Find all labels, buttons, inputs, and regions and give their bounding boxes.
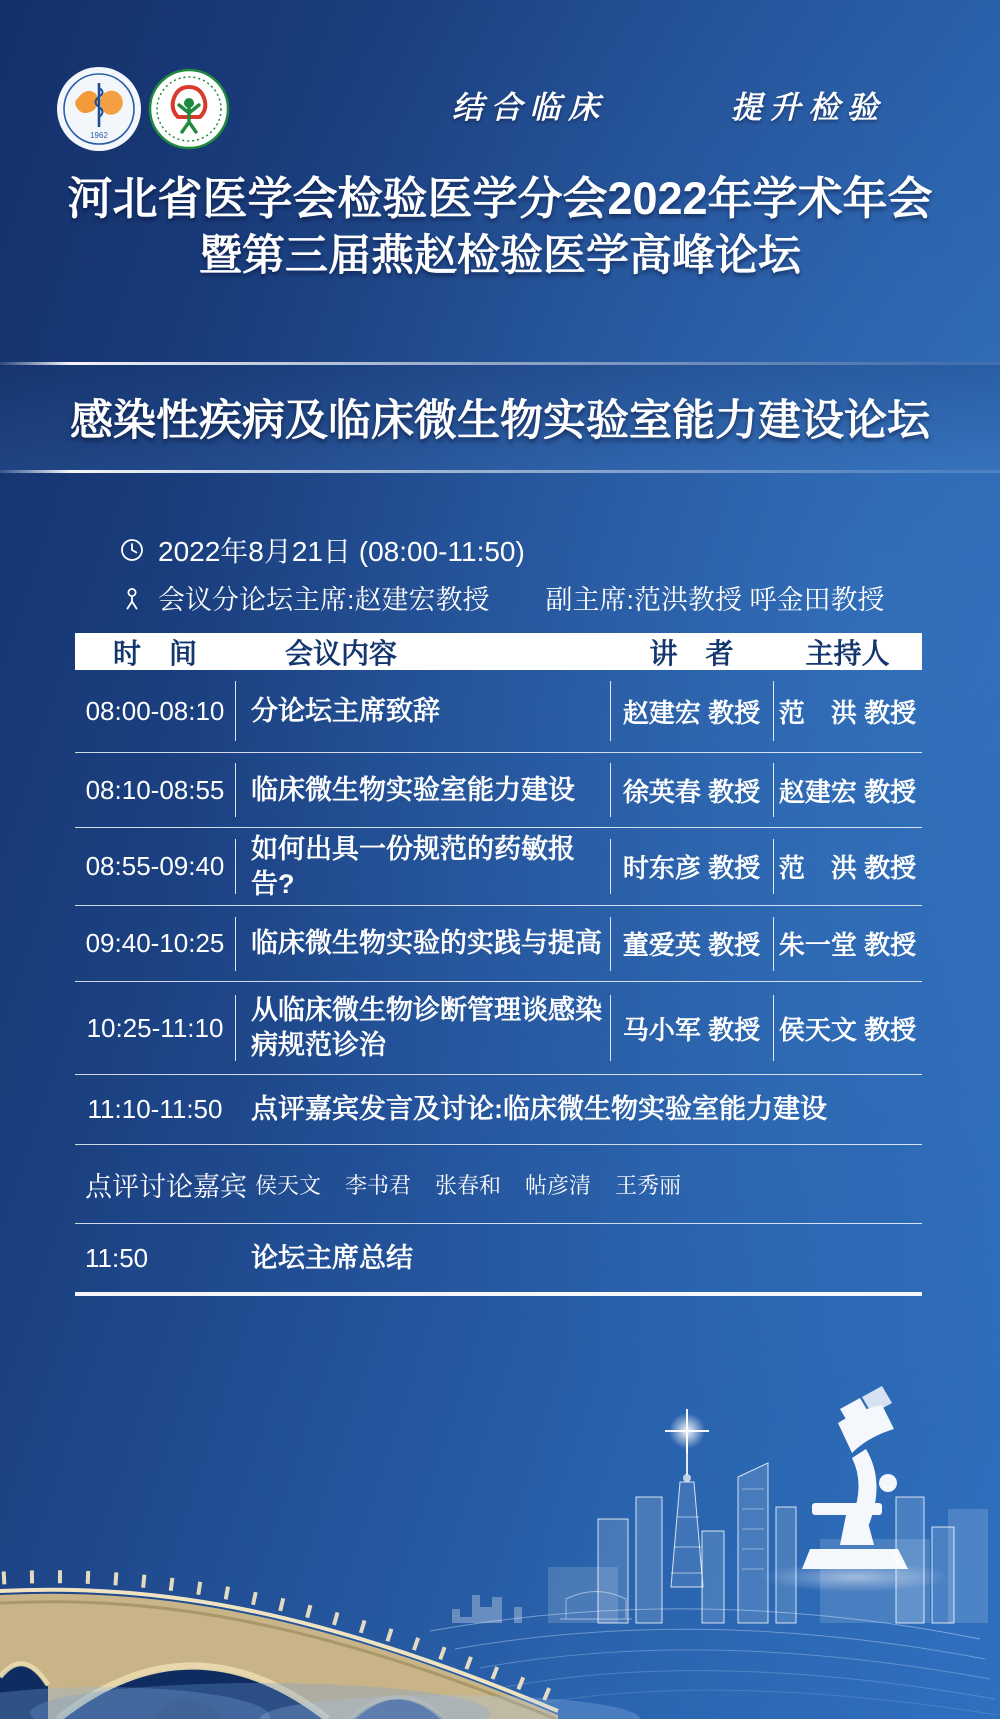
table-row	[75, 670, 922, 753]
session-topic: 点评嘉宾发言及讨论:临床微生物实验室能力建设	[251, 1094, 827, 1125]
table-row	[75, 828, 922, 906]
session-topic: 论坛主席总结	[251, 1242, 413, 1273]
column-divider	[610, 995, 611, 1061]
stone-bridge-illustration	[0, 1577, 640, 1719]
session-time: 09:40-10:25	[85, 928, 225, 958]
session-host: 范 洪 教授	[778, 697, 917, 728]
table-row	[75, 753, 922, 828]
main-title-line1: 河北省医学会检验医学分会2022年学术年会	[67, 173, 933, 224]
session-time: 10:25-11:10	[86, 1012, 224, 1043]
hospital-logo-icon	[148, 68, 230, 150]
session-host: 朱一堂 教授	[778, 930, 917, 960]
clock-icon	[120, 538, 144, 562]
bottom-decoration	[0, 1379, 1000, 1719]
session-speaker: 董爱英 教授	[622, 930, 761, 960]
guest-name: 李书君	[345, 1172, 412, 1198]
session-host: 范 洪 教授	[778, 853, 917, 883]
guest-name: 侯天文	[255, 1172, 322, 1198]
column-divider	[235, 681, 236, 740]
session-speaker: 马小军 教授	[622, 1014, 761, 1045]
forum-title: 感染性疾病及临床微生物实验室能力建设论坛	[70, 397, 930, 445]
guest-name: 张春和	[435, 1172, 502, 1198]
header-speaker: 讲 者	[649, 637, 734, 669]
session-time: 08:10-08:55	[85, 774, 225, 805]
banner-top-line	[0, 362, 1000, 365]
person-icon	[120, 586, 144, 610]
column-divider	[773, 681, 774, 740]
column-divider	[235, 839, 236, 894]
slogan-right: 提 升 检 验	[730, 90, 878, 125]
slogan-left: 结 合 临 床	[452, 90, 600, 125]
session-speaker: 时东彦 教授	[622, 853, 761, 883]
session-host: 赵建宏 教授	[778, 776, 917, 807]
discussion-row	[75, 1075, 922, 1145]
summary-row	[75, 1224, 922, 1296]
column-divider	[235, 995, 236, 1061]
main-title-line2: 暨第三届燕赵检验医学高峰论坛	[199, 232, 801, 280]
forum-banner	[0, 362, 1000, 473]
session-speaker: 徐英春 教授	[622, 776, 761, 807]
session-topic: 临床微生物实验的实践与提高	[251, 928, 602, 959]
session-topic: 如何出具一份规范的药敏报告?	[251, 833, 575, 899]
session-host: 侯天文 教授	[778, 1014, 917, 1045]
session-speaker: 赵建宏 教授	[622, 697, 761, 728]
hebei-medical-association-logo-icon	[56, 66, 142, 152]
schedule-header-row	[75, 633, 922, 670]
column-divider	[235, 917, 236, 971]
pedestal-glow	[760, 1562, 950, 1592]
guest-name-list	[255, 1169, 681, 1200]
session-topic: 分论坛主席致辞	[251, 695, 440, 726]
column-divider	[610, 917, 611, 971]
session-time: 11:10-11:50	[87, 1094, 223, 1124]
column-divider	[773, 917, 774, 971]
guest-name: 帖彦清	[525, 1172, 592, 1198]
session-topic: 临床微生物实验室能力建设	[251, 774, 575, 805]
schedule-table	[75, 633, 922, 1296]
session-time: 08:00-08:10	[85, 695, 225, 726]
column-divider	[773, 763, 774, 816]
column-divider	[773, 839, 774, 894]
date-text: 2022年8月21日 (08:00-11:50)	[158, 536, 525, 567]
session-topic: 从临床微生物诊断管理谈感染病规范诊治	[251, 995, 602, 1060]
chairs-row	[120, 578, 885, 617]
session-time: 08:55-09:40	[85, 851, 225, 881]
date-row	[120, 530, 525, 570]
guests-label: 点评讨论嘉宾	[85, 1171, 247, 1202]
logo-year-text: 1962	[90, 131, 108, 140]
column-divider	[773, 995, 774, 1061]
session-time: 11:50	[85, 1242, 149, 1273]
guest-name: 王秀丽	[615, 1172, 682, 1198]
chairs-main: 会议分论坛主席:赵建宏教授	[158, 585, 490, 615]
header-topic: 会议内容	[285, 637, 398, 669]
header-host: 主持人	[805, 637, 890, 669]
chairs-vice: 副主席:范洪教授 呼金田教授	[545, 585, 885, 615]
slogan	[452, 82, 878, 127]
banner-bottom-line	[0, 470, 1000, 473]
column-divider	[610, 839, 611, 894]
guests-row	[75, 1145, 922, 1224]
header-time: 时 间	[112, 637, 197, 669]
table-row	[75, 982, 922, 1075]
table-row	[75, 906, 922, 982]
column-divider	[610, 763, 611, 816]
column-divider	[235, 763, 236, 816]
column-divider	[610, 681, 611, 740]
